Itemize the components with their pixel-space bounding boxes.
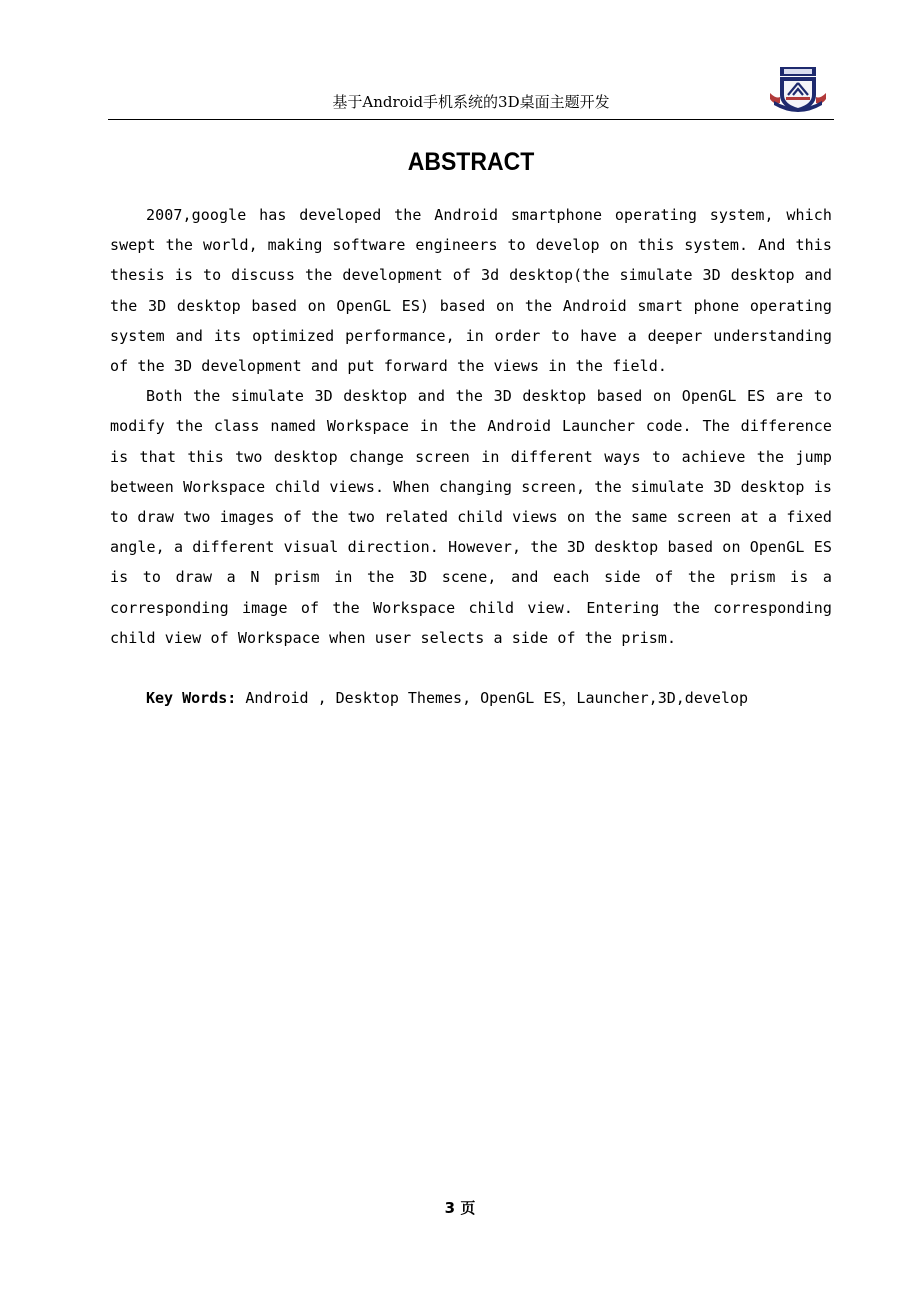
page-header <box>108 62 834 121</box>
abstract-body <box>110 200 832 653</box>
abstract-paragraph-2: Both the simulate 3D desktop and the 3D desktop based on OpenGL ES are to modify the class named Workspace in the Android Launcher code. The difference is that this two desktop change screen in different ways to achieve the jump between Workspace child views. When changing screen, the simulate 3D desktop is to draw two images of the two related child views on the same screen at a fixed angle, a different visual direction. However, the 3D desktop based on OpenGL ES is to draw a N prism in the 3D scene, and each side of the prism is a corresponding image of the Workspace child view. Entering the corresponding child view of Workspace when user selects a side of the prism. <box>110 387 832 647</box>
keywords-value: Android , Desktop Themes, OpenGL ES，Launcher,3D,develop <box>236 689 749 707</box>
abstract-paragraph-1: 2007,google has developed the Android smartphone operating system, which swept the world, making software engineers to develop on this system. And this thesis is to discuss the development of 3d desktop(the simulate 3D desktop and the 3D desktop based on OpenGL ES) based on the Android smart phone operating system and its optimized performance, in order to have a deeper understanding of the 3D development and put forward the views in the field. <box>110 206 832 376</box>
keywords-label: Key Words: <box>146 689 237 707</box>
abstract-title: ABSTRACT <box>407 147 535 176</box>
page-number: 3 页 <box>444 1199 476 1217</box>
university-crest-icon <box>768 65 828 115</box>
keywords-line <box>146 683 748 713</box>
header-divider <box>108 119 834 120</box>
header-title: 基于Android手机系统的3D桌面主题开发 <box>332 93 610 111</box>
